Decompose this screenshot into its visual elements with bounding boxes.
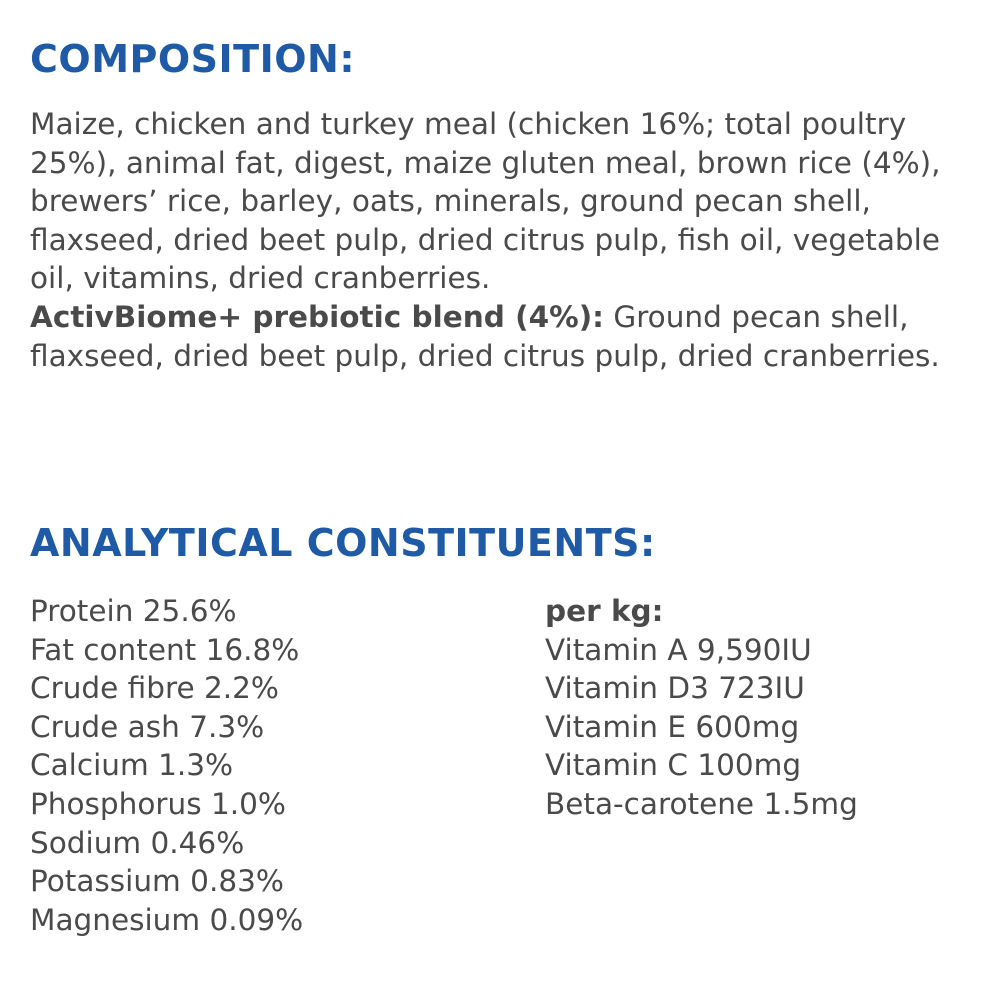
prebiotic-blend-text: Ground pecan shell, flaxseed, dried beet pulp, dried citrus pulp, dried cranberries. xyxy=(30,299,940,373)
per-kg-label: per kg: xyxy=(545,594,664,628)
vitamin-item: Vitamin E 600mg xyxy=(545,709,800,744)
constituent-item: Calcium 1.3% xyxy=(30,748,234,783)
constituents-list xyxy=(30,592,303,939)
per-kg-list xyxy=(545,592,858,824)
constituent-item: Magnesium 0.09% xyxy=(30,902,304,937)
prebiotic-blend-label: ActivBiome+ prebiotic blend (4%): xyxy=(30,299,604,334)
composition-text xyxy=(30,105,975,375)
constituent-item: Protein 25.6% xyxy=(30,594,237,628)
vitamin-item: Beta-carotene 1.5mg xyxy=(545,786,858,821)
constituent-item: Sodium 0.46% xyxy=(30,825,245,860)
constituent-item: Phosphorus 1.0% xyxy=(30,786,286,821)
analytical-constituents-heading: ANALYTICAL CONSTITUENTS: xyxy=(30,521,656,565)
constituent-item: Potassium 0.83% xyxy=(30,864,284,899)
ingredients-list: Maize, chicken and turkey meal (chicken 16%; total poultry 25%), animal fat, digest, maize gluten meal, brown rice (4%), brewers’ rice, barley, oats, minerals, ground pecan shell, flaxseed, dried beet pulp, dried citrus pulp, fish oil, vegetable oil, vitamins, dried cranberries. xyxy=(30,107,941,296)
vitamin-item: Vitamin A 9,590IU xyxy=(545,632,812,667)
vitamin-item: Vitamin D3 723IU xyxy=(545,671,805,706)
constituent-item: Fat content 16.8% xyxy=(30,632,300,667)
constituent-item: Crude ash 7.3% xyxy=(30,709,265,744)
vitamin-item: Vitamin C 100mg xyxy=(545,748,802,783)
constituent-item: Crude fibre 2.2% xyxy=(30,671,279,706)
composition-heading: COMPOSITION: xyxy=(30,37,356,81)
prebiotic-blend xyxy=(30,298,975,375)
